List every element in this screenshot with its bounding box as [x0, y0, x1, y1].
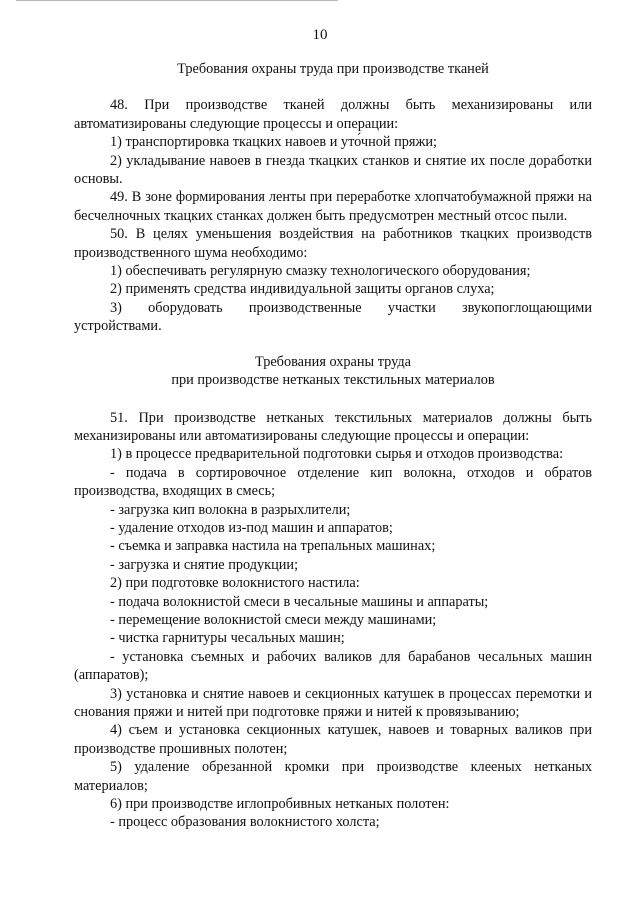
document-body — [74, 60, 592, 832]
section-heading-line: Требования охраны труда — [255, 353, 411, 370]
list-item: 1) транспортировка ткацких навоев и уто́чной пряжи; — [110, 134, 437, 151]
list-item: 5) удаление обрезанной кромки при производстве клееных нетканых материалов; — [74, 759, 592, 794]
list-item: - подача в сортировочное отделение кип волокна, отходов и обратов производства, входящих в смесь; — [74, 464, 592, 500]
list-item: 1) в процессе предварительной подготовки сырья и отходов производства: — [110, 446, 564, 463]
list-item: 6) при производстве иглопробивных нетканых полотен: — [110, 796, 450, 813]
list-item: 2) применять средства индивидуальной защиты органов слуха; — [110, 281, 495, 298]
paragraph-49: 49. В зоне формирования ленты при переработке хлопчатобумажной пряжи на бесчелночных ткацких станках должен быть предусмотрен местный отсос пыли. — [74, 189, 592, 224]
paragraph-50: 50. В целях уменьшения воздействия на работников ткацких производств производственного шума необходимо: — [74, 226, 592, 261]
list-item: - чистка гарнитуры чесальных машин; — [110, 630, 345, 647]
list-item: 2) укладывание навоев в гнезда ткацких станков и снятие их после доработки основы. — [74, 152, 592, 188]
list-item: 3) установка и снятие навоев и секционных катушек в процессах перемотки и снования пряжи и нитей при подготовке пряжи и нитей к провязыванию; — [74, 685, 592, 720]
list-item: - загрузка кип волокна в разрыхлители; — [110, 501, 351, 518]
list-item: - процесс образования волокнистого холста; — [110, 814, 380, 831]
page-number: 10 — [312, 27, 328, 43]
list-item: 3) оборудовать производственные участки звукопоглощающими устройствами. — [74, 299, 592, 335]
list-item: - загрузка и снятие продукции; — [110, 556, 299, 573]
paragraph-48: 48. При производстве тканей должны быть механизированы или автоматизированы следующие процессы и операции: — [74, 97, 592, 132]
list-item: - съемка и заправка настила на трепальных машинах; — [110, 538, 436, 555]
list-item: - перемещение волокнистой смеси между машинами; — [110, 611, 437, 628]
list-item: 1) обеспечивать регулярную смазку технологического оборудования; — [110, 263, 531, 280]
section-heading-weaving: Требования охраны труда при производстве тканей — [177, 61, 489, 77]
list-item: - подача волокнистой смеси в чесальные машины и аппараты; — [110, 593, 489, 610]
list-item: 4) съем и установка секционных катушек, навоев и товарных валиков при производстве прошивных полотен; — [74, 722, 592, 757]
paragraph-51: 51. При производстве нетканых текстильных материалов должны быть механизированы или автоматизированы следующие процессы и операции: — [74, 409, 592, 444]
list-item: - удаление отходов из-под машин и аппаратов; — [110, 519, 393, 536]
section-heading-nonwoven — [74, 353, 592, 390]
section-heading-line: при производстве нетканых текстильных материалов — [171, 372, 495, 389]
list-item: - установка съемных и рабочих валиков для барабанов чесальных машин (аппаратов); — [74, 648, 592, 684]
scan-edge-line — [16, 0, 338, 1]
list-item: 2) при подготовке волокнистого настила: — [110, 575, 360, 592]
